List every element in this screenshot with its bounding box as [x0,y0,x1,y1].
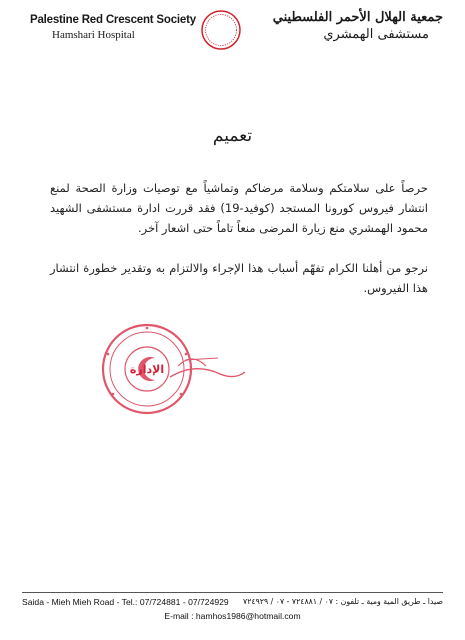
header-english [30,14,196,41]
footer-address-ar: صيدا ـ طريق المية ومية ـ تلفون : ٠٧ / ٧٢٤٨٨١ - ٠٧ / ٧٢٤٩٢٩ [243,597,443,606]
document-title: تعميم [212,126,253,146]
footer-address-en: Saida - Mieh Mieh Road - Tel.: 07/724881 - 07/724929 [22,597,229,607]
body-paragraph-2: نرجو من أهلنا الكرام تفهّم أسباب هذا الإجراء والالتزام به وتقدير خطورة انتشار هذا الفيروس. [50,261,428,295]
footer-email: E-mail : hamhos1986@hotmail.com [164,611,301,621]
header-arabic [272,10,443,42]
footer-address-row [22,597,443,611]
stamp-label: الإدارة [129,363,165,376]
footer-divider [22,592,443,593]
body-paragraph-1: حرصاً على سلامتكم وسلامة مرضاكم وتماشياً مع توصيات وزارة الصحة لمنع انتشار فيروس كورونا المستجد (كوفيد-19) فقد قررت ادارة مستشفى الشهيد محمود الهمشري منع زيارة المرضى منعاً تاماً حتى اشعار آخر. [50,181,428,235]
red-crescent-logo-icon [201,10,241,50]
hospital-name-ar: مستشفى الهمشري [323,27,429,42]
org-name-en: Palestine Red Crescent Society [30,14,196,26]
hospital-stamp-icon [100,322,250,417]
org-name-ar: جمعية الهلال الأحمر الفلسطيني [272,10,443,25]
hospital-name-en: Hamshari Hospital [52,29,135,41]
